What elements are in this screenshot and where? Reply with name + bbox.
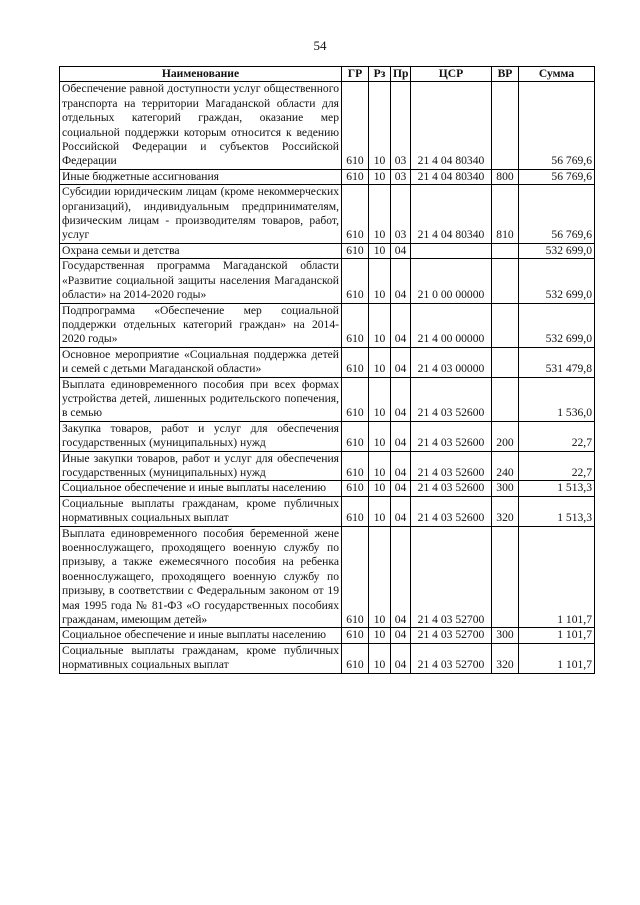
cell-name: Социальные выплаты гражданам, кроме публичных нормативных социальных выплат [60, 643, 342, 673]
table-row [60, 347, 595, 377]
cell-pr: 04 [391, 496, 411, 526]
cell-pr: 03 [391, 82, 411, 169]
cell-gr: 610 [342, 303, 369, 347]
cell-sum: 1 536,0 [519, 377, 595, 421]
cell-rz: 10 [369, 481, 391, 496]
cell-pr: 04 [391, 628, 411, 643]
table-row [60, 185, 595, 244]
cell-gr: 610 [342, 643, 369, 673]
cell-sum: 1 101,7 [519, 526, 595, 628]
cell-name: Субсидии юридическим лицам (кроме некоммерческих организаций), индивидуальным предпринимателям, физическим лицам - производителям товаров, работ, услуг [60, 185, 342, 244]
table-row [60, 526, 595, 628]
cell-sum: 1 101,7 [519, 628, 595, 643]
cell-pr: 04 [391, 643, 411, 673]
cell-vr: 810 [492, 185, 519, 244]
cell-sum: 56 769,6 [519, 82, 595, 169]
column-header-vr: ВР [492, 67, 519, 82]
cell-name: Иные бюджетные ассигнования [60, 169, 342, 184]
cell-name: Обеспечение равной доступности услуг общественного транспорта на территории Магаданской области для отдельных категорий граждан, оказание мер социальной поддержки которым относится к ведению Российской Федерации и субъектов Российской Федерации [60, 82, 342, 169]
table-row [60, 643, 595, 673]
cell-name: Основное мероприятие «Социальная поддержка детей и семей с детьми Магаданской области» [60, 347, 342, 377]
table-row [60, 82, 595, 169]
column-header-name: Наименование [60, 67, 342, 82]
cell-vr [492, 377, 519, 421]
table-row [60, 169, 595, 184]
cell-vr: 320 [492, 643, 519, 673]
table-body [60, 82, 595, 673]
table-row [60, 628, 595, 643]
cell-vr [492, 259, 519, 303]
cell-vr: 300 [492, 628, 519, 643]
cell-gr: 610 [342, 628, 369, 643]
cell-gr: 610 [342, 496, 369, 526]
cell-pr: 04 [391, 421, 411, 451]
cell-pr: 04 [391, 377, 411, 421]
cell-pr: 04 [391, 259, 411, 303]
table-row [60, 377, 595, 421]
cell-gr: 610 [342, 421, 369, 451]
cell-sum: 531 479,8 [519, 347, 595, 377]
cell-csr: 21 4 03 00000 [411, 347, 492, 377]
cell-csr: 21 4 03 52600 [411, 421, 492, 451]
cell-sum: 22,7 [519, 421, 595, 451]
cell-csr: 21 4 03 52600 [411, 481, 492, 496]
cell-vr [492, 82, 519, 169]
cell-sum: 532 699,0 [519, 303, 595, 347]
cell-name: Государственная программа Магаданской области «Развитие социальной защиты населения Магаданской области» на 2014-2020 годы» [60, 259, 342, 303]
cell-gr: 610 [342, 185, 369, 244]
cell-vr: 320 [492, 496, 519, 526]
cell-csr: 21 4 04 80340 [411, 169, 492, 184]
cell-vr [492, 526, 519, 628]
cell-pr: 04 [391, 481, 411, 496]
cell-vr [492, 303, 519, 347]
table-row [60, 303, 595, 347]
page-number: 54 [313, 38, 327, 53]
cell-csr: 21 4 04 80340 [411, 82, 492, 169]
cell-rz: 10 [369, 628, 391, 643]
column-header-gr: ГР [342, 67, 369, 82]
cell-vr [492, 347, 519, 377]
cell-name: Подпрограмма «Обеспечение мер социальной поддержки отдельных категорий граждан» на 2014-2020 годы» [60, 303, 342, 347]
cell-sum: 532 699,0 [519, 243, 595, 258]
cell-name: Охрана семьи и детства [60, 243, 342, 258]
cell-rz: 10 [369, 421, 391, 451]
cell-name: Иные закупки товаров, работ и услуг для обеспечения государственных (муниципальных) нужд [60, 451, 342, 481]
cell-sum: 1 101,7 [519, 643, 595, 673]
cell-pr: 03 [391, 169, 411, 184]
cell-sum: 1 513,3 [519, 481, 595, 496]
cell-pr: 04 [391, 243, 411, 258]
cell-csr: 21 4 00 00000 [411, 303, 492, 347]
cell-sum: 22,7 [519, 451, 595, 481]
cell-sum: 532 699,0 [519, 259, 595, 303]
cell-rz: 10 [369, 451, 391, 481]
cell-csr: 21 4 04 80340 [411, 185, 492, 244]
cell-rz: 10 [369, 259, 391, 303]
cell-name: Социальное обеспечение и иные выплаты населению [60, 481, 342, 496]
column-header-rz: Рз [369, 67, 391, 82]
cell-rz: 10 [369, 185, 391, 244]
cell-pr: 04 [391, 451, 411, 481]
cell-csr: 21 4 03 52600 [411, 377, 492, 421]
cell-pr: 04 [391, 526, 411, 628]
table-row [60, 243, 595, 258]
cell-vr [492, 243, 519, 258]
column-header-sum: Сумма [519, 67, 595, 82]
cell-rz: 10 [369, 169, 391, 184]
cell-csr: 21 4 03 52700 [411, 628, 492, 643]
cell-csr: 21 0 00 00000 [411, 259, 492, 303]
cell-csr: 21 4 03 52700 [411, 643, 492, 673]
cell-name: Закупка товаров, работ и услуг для обеспечения государственных (муниципальных) нужд [60, 421, 342, 451]
cell-gr: 610 [342, 169, 369, 184]
cell-csr: 21 4 03 52600 [411, 496, 492, 526]
cell-vr: 300 [492, 481, 519, 496]
cell-name: Социальные выплаты гражданам, кроме публичных нормативных социальных выплат [60, 496, 342, 526]
cell-pr: 03 [391, 185, 411, 244]
cell-sum: 56 769,6 [519, 169, 595, 184]
cell-gr: 610 [342, 243, 369, 258]
budget-table [59, 66, 595, 674]
cell-vr: 200 [492, 421, 519, 451]
cell-gr: 610 [342, 481, 369, 496]
cell-rz: 10 [369, 303, 391, 347]
cell-pr: 04 [391, 347, 411, 377]
table-row [60, 496, 595, 526]
cell-name: Социальное обеспечение и иные выплаты населению [60, 628, 342, 643]
column-header-pr: Пр [391, 67, 411, 82]
table-row [60, 259, 595, 303]
table-row [60, 421, 595, 451]
cell-gr: 610 [342, 377, 369, 421]
cell-rz: 10 [369, 496, 391, 526]
cell-sum: 56 769,6 [519, 185, 595, 244]
table-row [60, 481, 595, 496]
cell-rz: 10 [369, 526, 391, 628]
cell-pr: 04 [391, 303, 411, 347]
cell-rz: 10 [369, 243, 391, 258]
cell-gr: 610 [342, 347, 369, 377]
cell-rz: 10 [369, 347, 391, 377]
cell-gr: 610 [342, 82, 369, 169]
cell-rz: 10 [369, 82, 391, 169]
cell-vr: 240 [492, 451, 519, 481]
cell-name: Выплата единовременного пособия беременной жене военнослужащего, проходящего военную службу по призыву, а также ежемесячного пособия на ребенка военнослужащего, проходящего военную службу по призыву, в соответствии с Федеральным законом от 19 мая 1995 года № 81-ФЗ «О государственных пособиях гражданам, имеющим детей» [60, 526, 342, 628]
cell-sum: 1 513,3 [519, 496, 595, 526]
table-row [60, 451, 595, 481]
cell-gr: 610 [342, 451, 369, 481]
column-header-csr: ЦСР [411, 67, 492, 82]
cell-gr: 610 [342, 259, 369, 303]
cell-csr: 21 4 03 52600 [411, 451, 492, 481]
cell-csr [411, 243, 492, 258]
table-header-row [60, 67, 595, 82]
cell-rz: 10 [369, 643, 391, 673]
cell-name: Выплата единовременного пособия при всех формах устройства детей, лишенных родительского попечения, в семью [60, 377, 342, 421]
cell-vr: 800 [492, 169, 519, 184]
cell-csr: 21 4 03 52700 [411, 526, 492, 628]
cell-gr: 610 [342, 526, 369, 628]
cell-rz: 10 [369, 377, 391, 421]
